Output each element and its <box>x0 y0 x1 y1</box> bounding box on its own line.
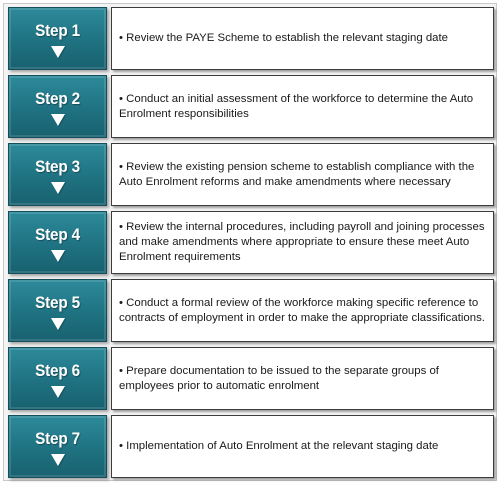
step-2-description: • Conduct an initial assessment of the workforce to determine the Auto Enrolment responsibilities <box>119 92 474 120</box>
step-1-box <box>8 7 107 70</box>
step-row-5 <box>8 279 494 342</box>
step-row-1 <box>8 7 494 70</box>
down-arrow-icon <box>51 182 65 194</box>
step-5-label: Step 5 <box>35 293 80 312</box>
step-4-description: • Review the internal procedures, including payroll and joining processes and make amendments where appropriate to ensure these meet Auto Enrolment requirements <box>119 221 485 263</box>
step-row-6 <box>8 347 494 410</box>
step-3-description-box <box>111 143 494 206</box>
step-4-description-box <box>111 211 494 274</box>
step-1-label: Step 1 <box>35 21 80 40</box>
step-row-7 <box>8 415 494 478</box>
step-1-description: • Review the PAYE Scheme to establish the relevant staging date <box>119 32 449 44</box>
step-2-description-box <box>111 75 494 138</box>
down-arrow-icon <box>51 386 65 398</box>
down-arrow-icon <box>51 46 65 58</box>
step-row-3 <box>8 143 494 206</box>
step-row-2 <box>8 75 494 138</box>
step-4-label: Step 4 <box>35 225 80 244</box>
down-arrow-icon <box>51 454 65 466</box>
step-row-4 <box>8 211 494 274</box>
step-7-description: • Implementation of Auto Enrolment at the relevant staging date <box>119 440 439 452</box>
step-7-label: Step 7 <box>35 429 80 448</box>
step-4-box <box>8 211 107 274</box>
step-5-description: • Conduct a formal review of the workforce making specific reference to contracts of employment in order to make the appropriate classifications. <box>119 296 485 324</box>
step-6-description: • Prepare documentation to be issued to the separate groups of employees prior to automatic enrolment <box>119 364 439 392</box>
step-3-label: Step 3 <box>35 157 80 176</box>
step-6-description-box <box>111 347 494 410</box>
step-6-box <box>8 347 107 410</box>
step-7-description-box <box>111 415 494 478</box>
step-5-description-box <box>111 279 494 342</box>
step-7-box <box>8 415 107 478</box>
steps-diagram <box>3 3 497 481</box>
step-2-label: Step 2 <box>35 89 80 108</box>
step-6-label: Step 6 <box>35 361 80 380</box>
step-1-description-box <box>111 7 494 70</box>
step-3-box <box>8 143 107 206</box>
down-arrow-icon <box>51 250 65 262</box>
step-3-description: • Review the existing pension scheme to establish compliance with the Auto Enrolment reforms and make amendments where necessary <box>119 160 475 188</box>
step-2-box <box>8 75 107 138</box>
down-arrow-icon <box>51 114 65 126</box>
step-5-box <box>8 279 107 342</box>
down-arrow-icon <box>51 318 65 330</box>
